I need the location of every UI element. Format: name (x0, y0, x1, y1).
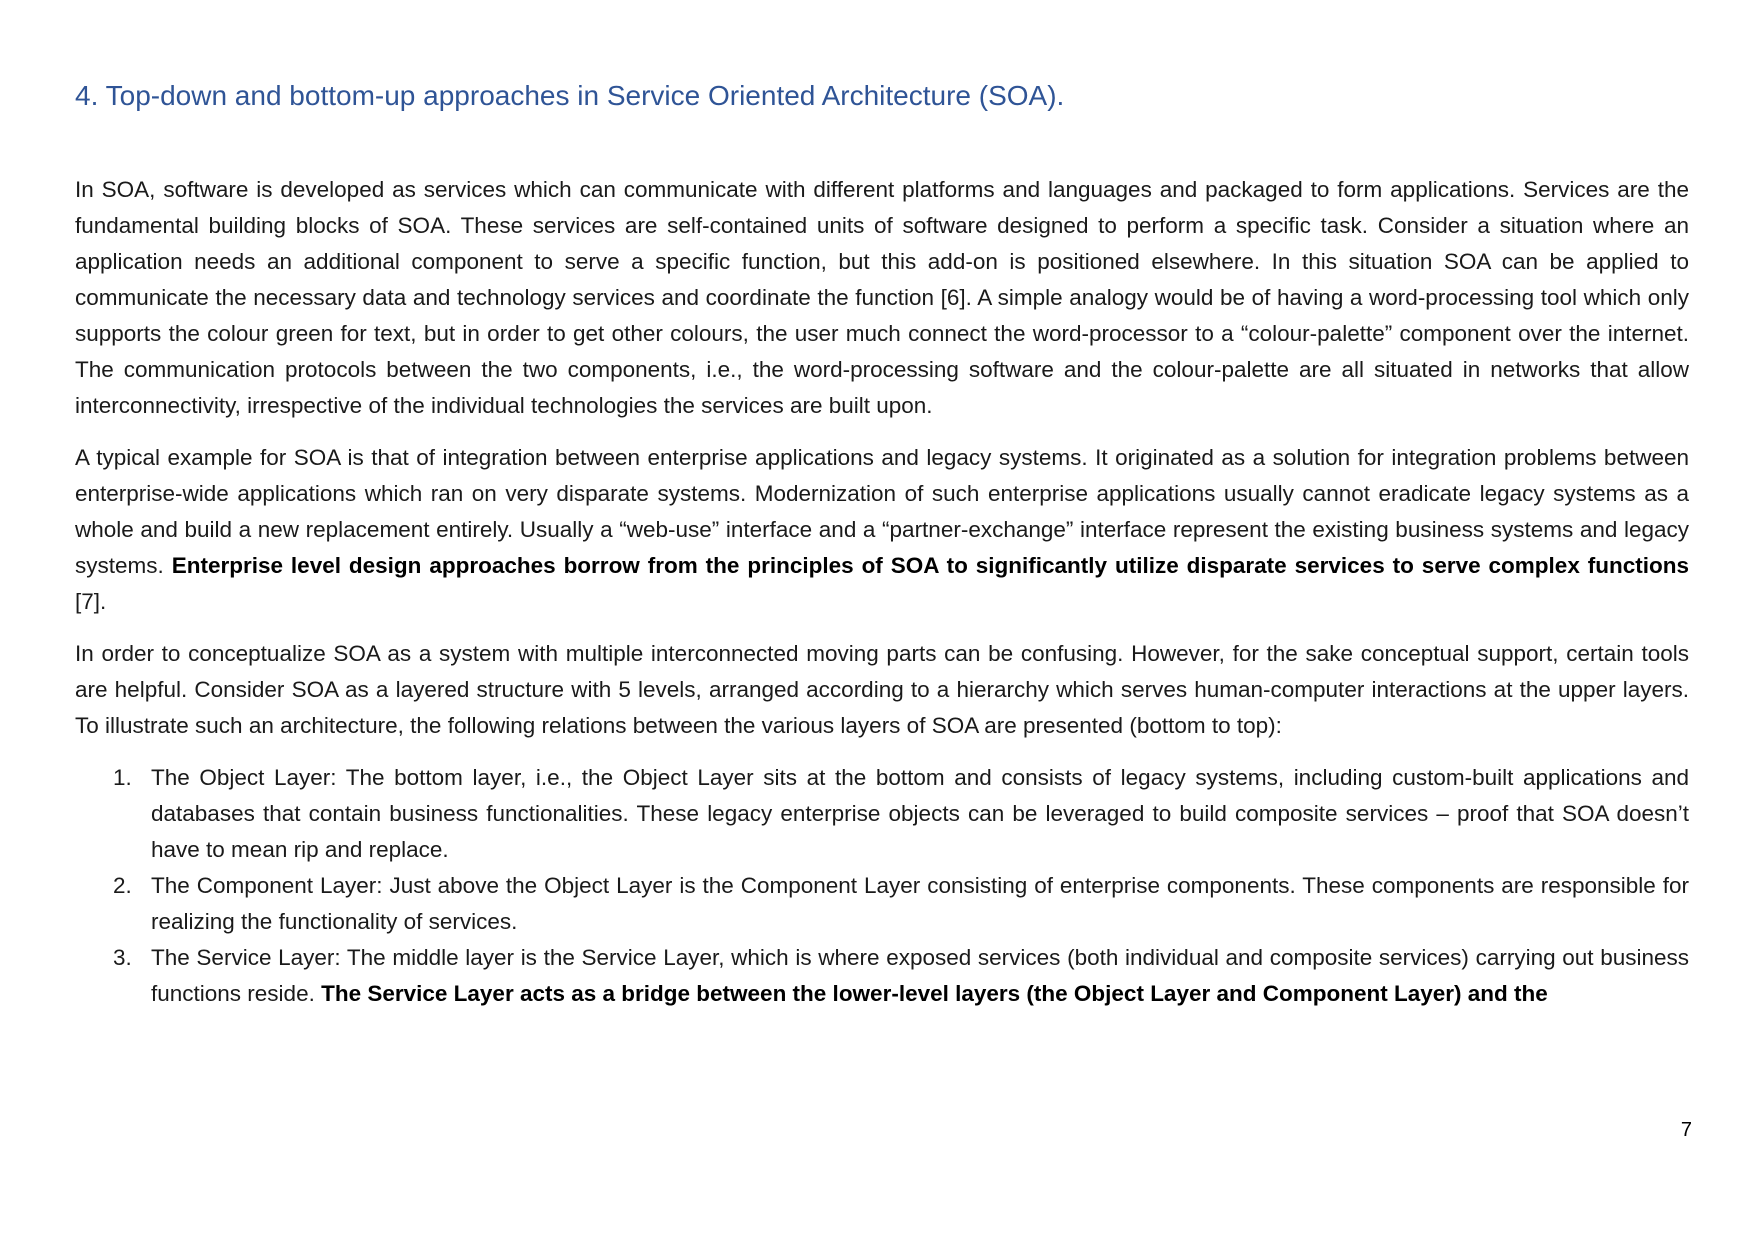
body-content (75, 172, 1689, 1012)
soa-layer-list (75, 760, 1689, 1012)
list-item-text: The Object Layer: The bottom layer, i.e., the Object Layer sits at the bottom and consists of legacy systems, including custom-built applications and databases that contain business functionalities. These legacy enterprise objects can be leveraged to build composite services – proof that SOA doesn’t have to mean rip and replace. (151, 765, 1689, 862)
list-number: 2. (113, 873, 132, 898)
list-item-text: The Component Layer: Just above the Object Layer is the Component Layer consisting of enterprise components. These components are responsible for realizing the functionality of services. (151, 873, 1689, 934)
list-item-object-layer (75, 760, 1689, 868)
list-number: 3. (113, 945, 132, 970)
paragraph-text: In SOA, software is developed as services which can communicate with different platforms and languages and packaged to form applications. Services are the fundamental building blocks of SOA. These services are self-contained units of software designed to perform a specific task. Consider a situation where an application needs an additional component to serve a specific function, but this add-on is positioned elsewhere. In this situation SOA can be applied to communicate the necessary data and technology services and coordinate the function [6]. A simple analogy would be of having a word-processing tool which only supports the colour green for text, but in order to get other colours, the user much connect the word-processor to a “colour-palette” component over the internet. The communication protocols between the two components, i.e., the word-processing software and the colour-palette are all situated in networks that allow interconnectivity, irrespective of the individual technologies the services are built upon. (75, 177, 1689, 418)
paragraph-soa-intro (75, 172, 1689, 424)
bold-statement: Enterprise level design approaches borrow from the principles of SOA to significantly utilize disparate services to serve complex functions (171, 553, 1689, 578)
list-item-service-layer (75, 940, 1689, 1012)
list-number: 1. (113, 765, 132, 790)
paragraph-soa-layers (75, 636, 1689, 744)
paragraph-text: A typical example for SOA is that of integration between enterprise applications and legacy systems. It originated as a solution for integration problems between enterprise-wide applications which ran on very disparate systems. Modernization of such enterprise applications usually cannot eradicate legacy systems as a whole and build a new replacement entirely. Usually a “web-use” interface and a “partner-exchange” interface represent the existing business systems and legacy systems. (75, 445, 1689, 578)
page-number: 7 (1680, 1119, 1692, 1141)
list-item-component-layer (75, 868, 1689, 940)
section-heading: 4. Top-down and bottom-up approaches in Service Oriented Architecture (SOA). (75, 80, 1065, 111)
citation-text: [7]. (75, 589, 107, 614)
paragraph-text: In order to conceptualize SOA as a system with multiple interconnected moving parts can be confusing. However, for the sake conceptual support, certain tools are helpful. Consider SOA as a layered structure with 5 levels, arranged according to a hierarchy which serves human-computer interactions at the upper layers. To illustrate such an architecture, the following relations between the various layers of SOA are presented (bottom to top): (75, 641, 1689, 738)
bold-statement: The Service Layer acts as a bridge between the lower-level layers (the Object Layer and Component Layer) and the (321, 981, 1548, 1006)
list-item-text: The Service Layer: The middle layer is the Service Layer, which is where exposed services (both individual and composite services) carrying out business functions reside. (151, 945, 1689, 1006)
paragraph-soa-integration (75, 440, 1689, 620)
